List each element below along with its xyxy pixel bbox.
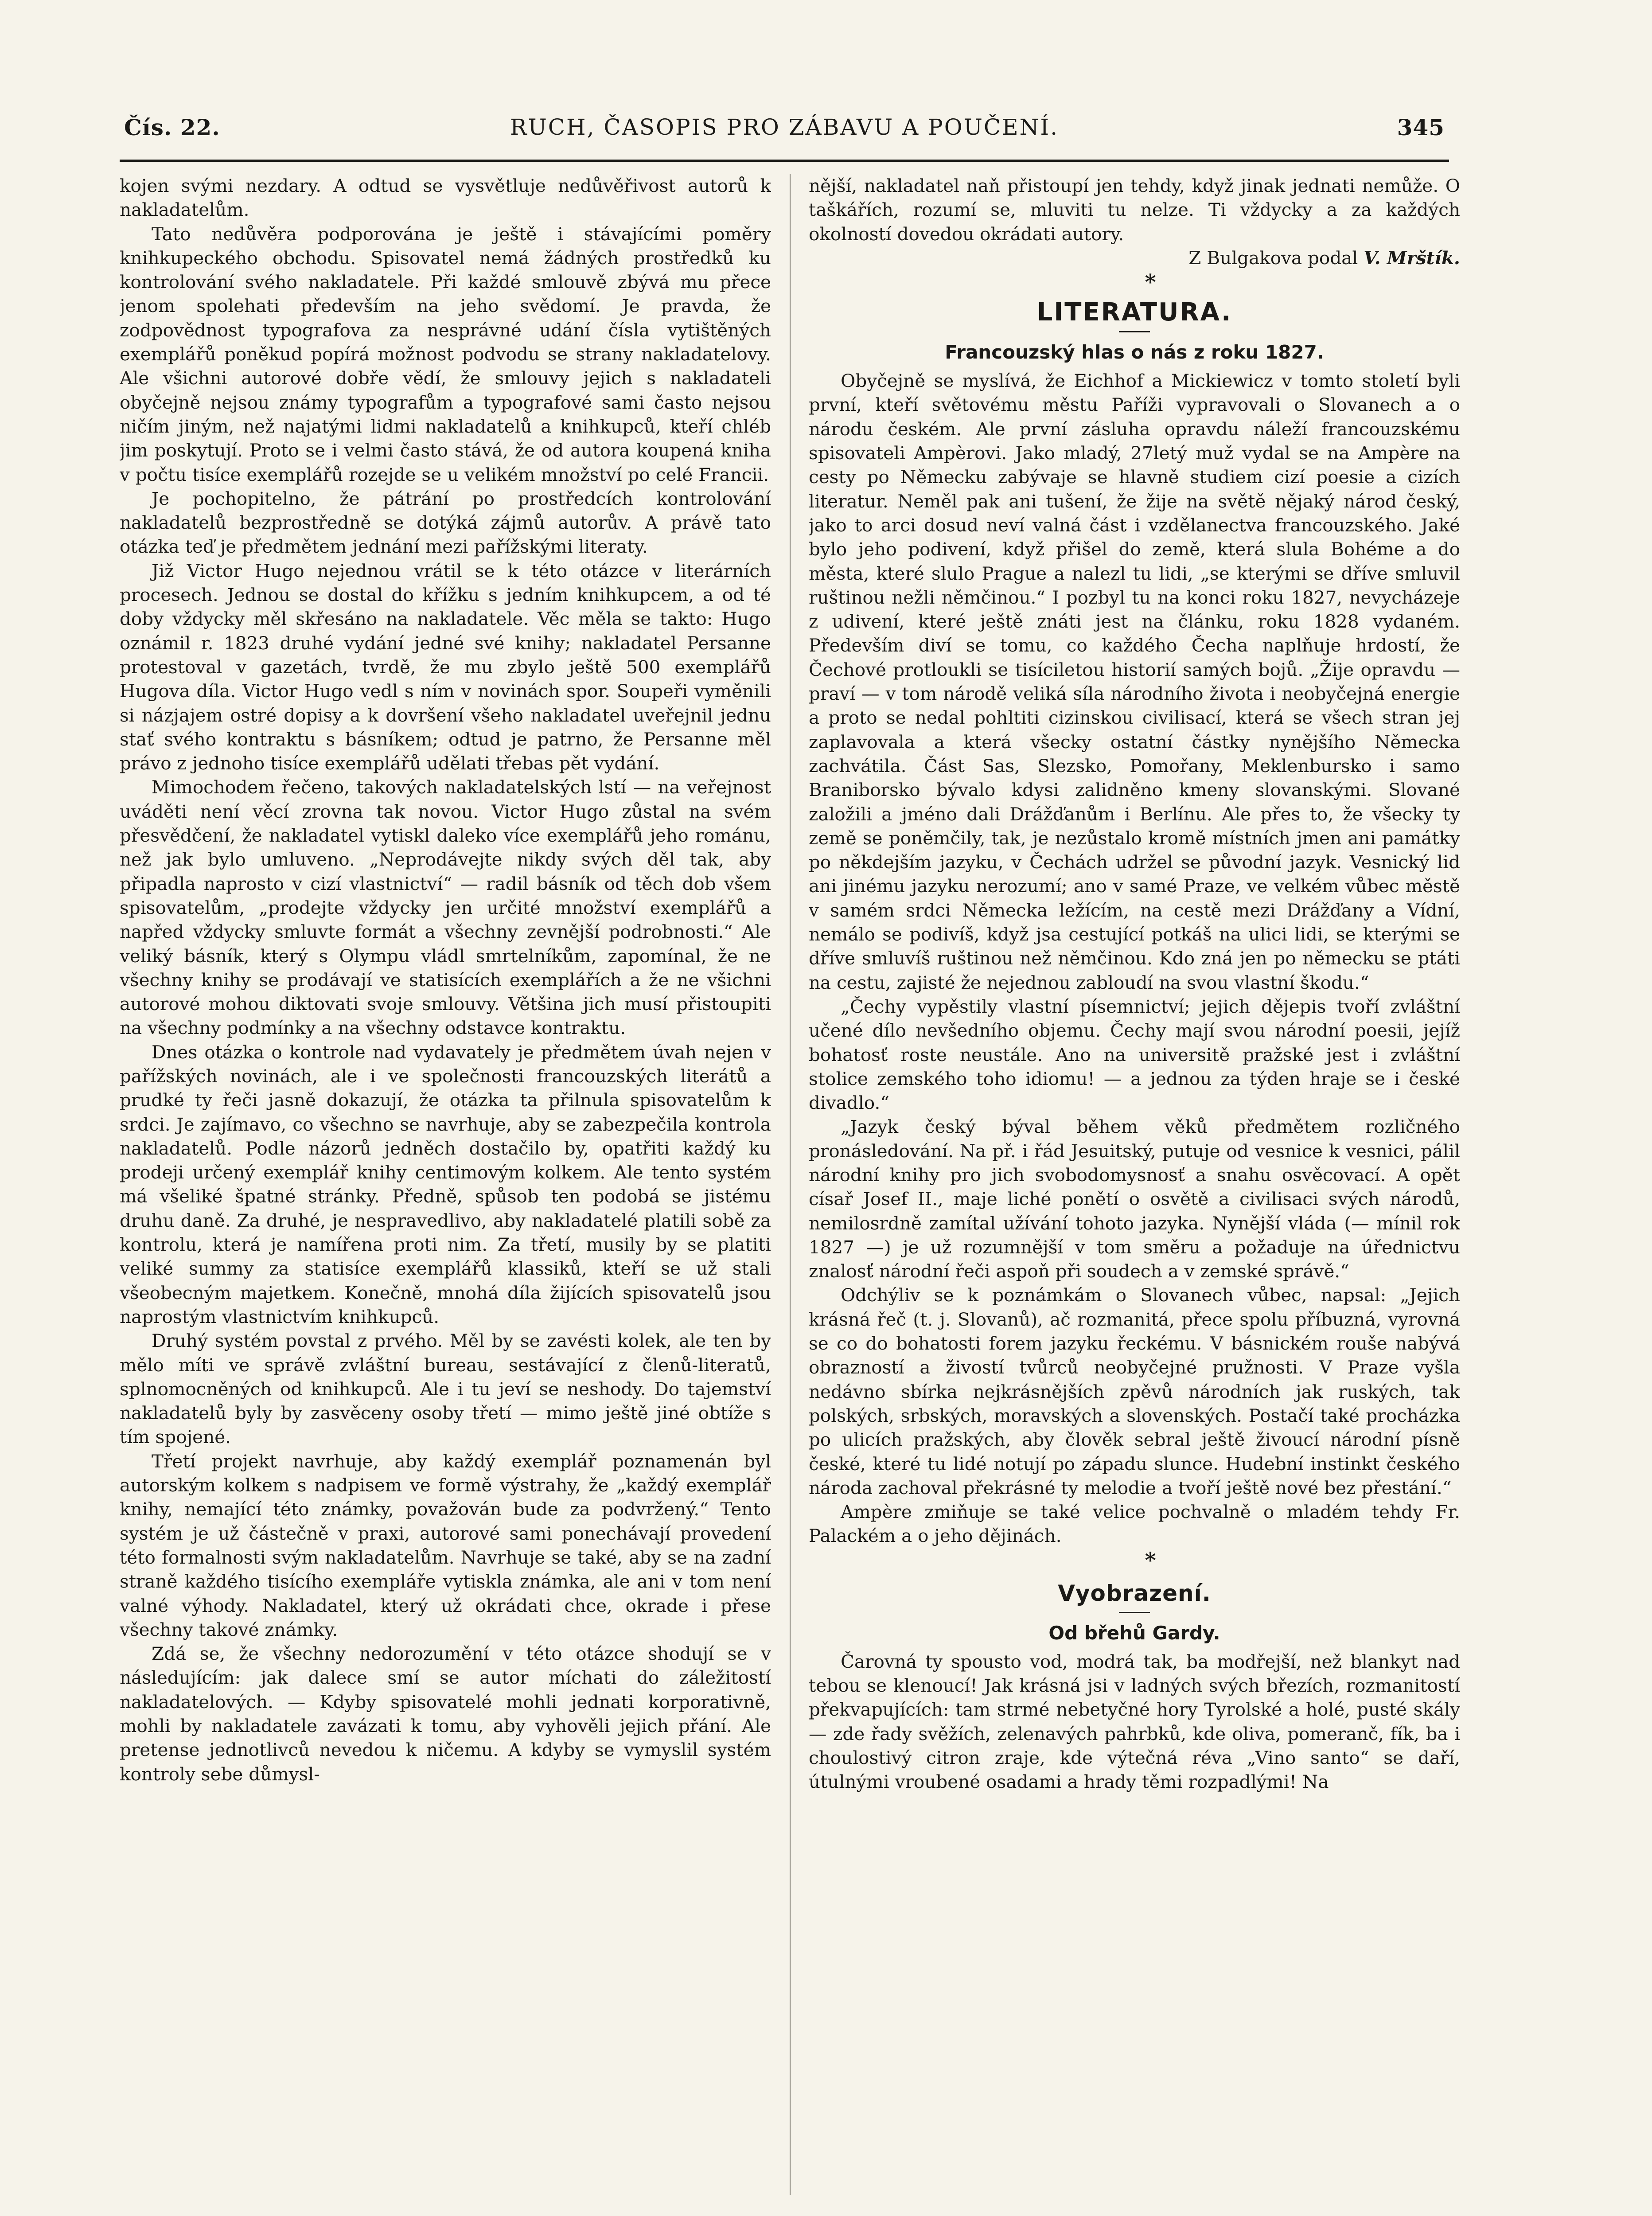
paragraph: Mimochodem řečeno, takových nakladatelských lstí — na veřejnost uváděti není věcí zrovna tak novou. Victor Hugo zůstal na svém přesvědčení, že nakladatel vytiskl daleko více exemplářů jeho románu, než jak bylo umluveno. „Neprodávejte nikdy svých děl tak, aby připadla naprosto v cizí vlastnictví“ — radil básník od těch dob všem spisovatelům, „prodejte vždycky jen určité množství exemplářů a napřed vždycky smluvte formát a všechny zevnější podrobnosti.“ Ale veliký básník, který s Olympu vládl smrtelníkům, zapomínal, že ne všechny knihy se prodávají ve statisících exemplářích a že ne všichni autorové mohou diktovati svoje smlouvy. Většina jich musí přistoupiti na všechny podmínky a na všechny odstavce kontraktu. (120, 776, 771, 1039)
journal-title: RUCH, ČASOPIS PRO ZÁBAVU A POUČENÍ. (510, 114, 1059, 140)
article-heading: Francouzský hlas o nás z roku 1827. (945, 341, 1324, 363)
running-header (124, 114, 1445, 159)
paragraph: kojen svými nezdary. A odtud se vysvětluje nedůvěřivost autorů k nakladatelům. (120, 175, 771, 221)
signature-line (809, 246, 1460, 270)
paragraph: Již Victor Hugo nejednou vrátil se k této otázce v literárních procesech. Jednou se dostal do křížku s jedním knihkupcem, a od té doby vždycky měl skřesáno na nakladatele. Věc měla se takto: Hugo oznámil r. 1823 druhé vydání jedné své knihy; nakladatel Persanne protestoval v gazetách, tvrdě, že mu zbylo ještě 500 exemplářů Hugova díla. Victor Hugo vedl s ním v novinách spor. Soupeři vyměnili si názjajem ostré dopisy a k dovršení všeho nakladatel uveřejnil jednu stať svého kontraktu s básníkem; odtud je patrno, že Persanne měl právo z jednoho tisíce exemplářů udělati třebas pět vydání. (120, 560, 771, 774)
paragraph: Tato nedůvěra podporována je ještě i stávajícími poměry knihkupeckého obchodu. Spisovatel nemá žádných prostředků ku kontrolování svého nakladatele. Při každé smlouvě zbývá mu přece jenom spolehati především na jeho svědomí. Je pravda, že zodpovědnost typografova za nesprávné udání čísla vytištěných exemplářů poněkud popírá možnost podvodu se strany nakladatelovy. Ale všichni autorové dobře vědí, že smlouvy jejich s nakladateli obyčejně nejsou známy typografům a typografové sami často nejsou ničím jiným, než najatými lidmi nakladatelů a knihkupců, kteří chléb jim poskytují. Proto se i velmi často stává, že od autora koupená kniha v počtu tisíce exemplářů rozejde se u velikém množství po celé Francii. (120, 223, 771, 485)
paragraph: nější, nakladatel naň přistoupí jen tehdy, když jinak jednati nemůže. O taškářích, rozumí se, mluviti tu nelze. Ti vždycky a za každých okolností dovedou okrádati autory. (809, 175, 1460, 245)
heading-rule (1119, 331, 1150, 332)
column-divider (790, 174, 791, 2195)
section-star: * (1145, 1548, 1156, 1573)
paragraph: Obyčejně se myslívá, že Eichhof a Mickiewicz v tomto století byli první, kteří světovému městu Paříži vypravovali o Slovanech a o národu českém. Ale první zásluha opravdu náleží francouzskému spisovateli Ampèrovi. Jako mladý, 27letý muž vydal se na Ampère na cesty po Německu zabývaje se hlavně studiem cizí poesie a cizích literatur. Neměl pak ani tušení, že žije na světě nějaký národ český, jako to arci dosud neví valná část i vzdělanectva francouzského. Jaké bylo jeho podivení, když přišel do země, která slula Bohéme a do města, které slulo Prague a nalezl tu lidi, „se kterými se dříve smluvil ruštinou nežli němčinou.“ I pozbyl tu na konci roku 1827, nevycházeje z udivení, které ještě znáti jest na článku, roku 1828 vydaném. Především diví se tomu, co každého Čecha naplňuje hrdostí, že Čechové protloukli se tisíciletou historií samých bojů. „Žije opravdu — praví — v tom národě veliká síla národního života i neobyčejná energie a proto se nedal pohltiti cizinskou civilisací, která se všech stran jej zaplavovala a která všecky ostatní částky nynějšího Německa zachvátila. Část Sas, Slezsko, Pomořany, Meklenbursko i samo Braniborsko bývalo kdysi zalidněno kmeny slovanskými. Slované založili a jméno dali Drážďanům i Berlínu. Ale přes to, že všecky ty země se poněmčily, tak, je nezůstalo kromě místních jmen ani památky po někdejším jazyku, v Čechách udržel se původní jazyk. Vesnický lid ani jinému jazyku nerozumí; ano v samé Praze, ve velkém vůbec městě v samém srdci Německa ležícím, na cestě mezi Drážďany a Vídní, nemálo se podivíš, když jsa cestující potkáš na ulici lidi, se kterými se dříve smluvíš ruštinou než němčinou. Kdo zná jen po německu se ptáti na cestu, zajisté že nejednou zabloudí na svou vlastní škodu.“ (809, 370, 1460, 993)
paragraph: „Jazyk český býval během věků předmětem rozličného pronásledování. Na př. i řád Jesuitský, putuje od vesnice k vesnici, pálil národní knihy pro jich svobodomysnosť a snahu osvěcovací. A opět císař Josef II., maje liché ponětí o osvětě a civilisaci svých národů, nemilosrdně zamítal užívání tohoto jazyka. Nynější vláda (— mínil rok 1827 —) je už rozumnější v tom směru a požaduje na úřednictvu znalosť národní řeči aspoň při soudech a v zemské správě.“ (809, 1116, 1460, 1282)
paragraph: Dnes otázka o kontrole nad vydavately je předmětem úvah nejen v pařížských novinách, ale i ve společnosti francouzských literátů a prudké ty řeči jasně dokazují, že otázka ta přilnula spisovatelům k srdci. Je zajímavo, co všechno se navrhuje, aby se zabezpečila kontrola nakladatelů. Podle názorů jedněch dostačilo by, opatřiti každý ku prodeji určený exemplář knihy centimovým kolkem. Ale tento systém má všeliké špatné stránky. Předně, spůsob ten podobá se jistému druhu daně. Za druhé, je nespravedlivo, aby nakladatelé platili sobě za kontrolu, která je namířena proti nim. Za třetí, musily by se platiti veliké summy za statisíce exemplářů klassiků, kteří se už stali všeobecným majetkem. Konečně, mnohá díla žijících spisovatelů jsou naprostým vlastnictvím knihkupců. (120, 1041, 771, 1327)
page-number: 345 (1397, 114, 1445, 140)
left-column (120, 174, 771, 2204)
paragraph: Odchýliv se k poznámkám o Slovanech vůbec, napsal: „Jejich krásná řeč (t. j. Slovanů), ač rozmanitá, přece spolu příbuzná, vyrovná se co do bohatosti forem jazyku řeckému. V básnickém rouše nabývá obrazností a živostí tvůrců neobyčejné pružnosti. V Praze vyšla nedávno sbírka nejkrásnějších zpěvů národních jak ruských, tak polských, srbských, moravských a slovenských. Postačí také procházka po ulicích pražských, aby člověk sebral ještě živoucí národní písně české, které tu lidé notují po západu slunce. Hudební instinkt českého národa zachoval překrásné ty melodie a tvoří ještě nové bez přestání.“ (809, 1284, 1460, 1498)
issue-number: Čís. 22. (124, 114, 220, 140)
signature-text: Z Bulgakova podal (1188, 247, 1358, 269)
paragraph: Třetí projekt navrhuje, aby každý exemplář poznamenán byl autorským kolkem s nadpisem ve formě výstrahy, že „každý exemplář knihy, nemající této známky, považován bude za podvržený.“ Tento systém je už částečně v praxi, autorové sami ponechávají provedení této formalnosti svým nakladatelům. Navrhuje se také, aby se na zadní straně každého tisícího exempláře vytiskla známka, ale ani v tom není valné výhody. Nakladatel, který už okrádati chce, okrade i přese všechny takové známky. (120, 1450, 771, 1640)
paragraph: Čarovná ty spousto vod, modrá tak, ba modřejší, než blankyt nad tebou se klenoucí! Jak krásná jsi v ladných svých březích, rozmanitostí překvapujících: tam strmé nebetyčné hory Tyrolské a holé, pusté skály — zde řady svěžích, zelenavých pahrbků, kde oliva, pomeranč, fík, ba i choulostivý citron zraje, kde výtečná réva „Vino santo“ se daří, útulnými vroubené osadami a hrady těmi rozpadlými! Na (809, 1650, 1460, 1793)
paragraph: Ampère zmiňuje se také velice pochvalně o mladém tehdy Fr. Palackém a o jeho dějinách. (809, 1501, 1460, 1547)
paragraph: „Čechy vypěstily vlastní písemnictví; jejich dějepis tvoří zvláštní učené dílo nevšedního objemu. Čechy mají svou národní poesii, jejíž bohatosť roste neustále. Ano na universitě pražské jest i zvláštní stolice zemského toho idiomu! — a jednou za týden hraje se i české divadlo.“ (809, 995, 1460, 1114)
paragraph: Je pochopitelno, že pátrání po prostředcích kontrolování nakladatelů bezprostředně se dotýká zájmů autorův. A právě tato otázka teď je předmětem jednání mezi pařížskými literaty. (120, 488, 771, 558)
section-heading-literatura: LITERATURA. (1036, 298, 1232, 327)
paragraph: Zdá se, že všechny nedorozumění v této otázce shodují se v následujícím: jak dalece smí se autor míchati do záležitostí nakladatelových. — Kdyby spisovatelé mohli jednati korporativně, mohli by nakladatele zavázati k tomu, aby vyhověli jejich přání. Ale pretense jednotlivců nevedou k ničemu. A kdyby se vymyslil systém kontroly sebe důmysl- (120, 1643, 771, 1785)
section-heading-vyobrazeni: Vyobrazení. (1058, 1580, 1211, 1606)
signature-author: V. Mrštík. (1364, 247, 1460, 269)
heading-rule (1119, 1612, 1150, 1613)
article-heading: Od břehů Gardy. (1048, 1622, 1220, 1644)
section-star: * (1145, 270, 1156, 295)
header-rule (120, 160, 1449, 162)
right-column (809, 174, 1460, 2204)
paragraph: Druhý systém povstal z prvého. Měl by se zavésti kolek, ale ten by mělo míti ve správě zvláštní bureau, sestávající z členů-literatů, splnomocněných od knihkupců. Ale i tu jeví se neshody. Do tajemství nakladatelů byly by zasvěceny osoby třetí — mimo ještě jiné obtíže s tím spojené. (120, 1330, 771, 1448)
